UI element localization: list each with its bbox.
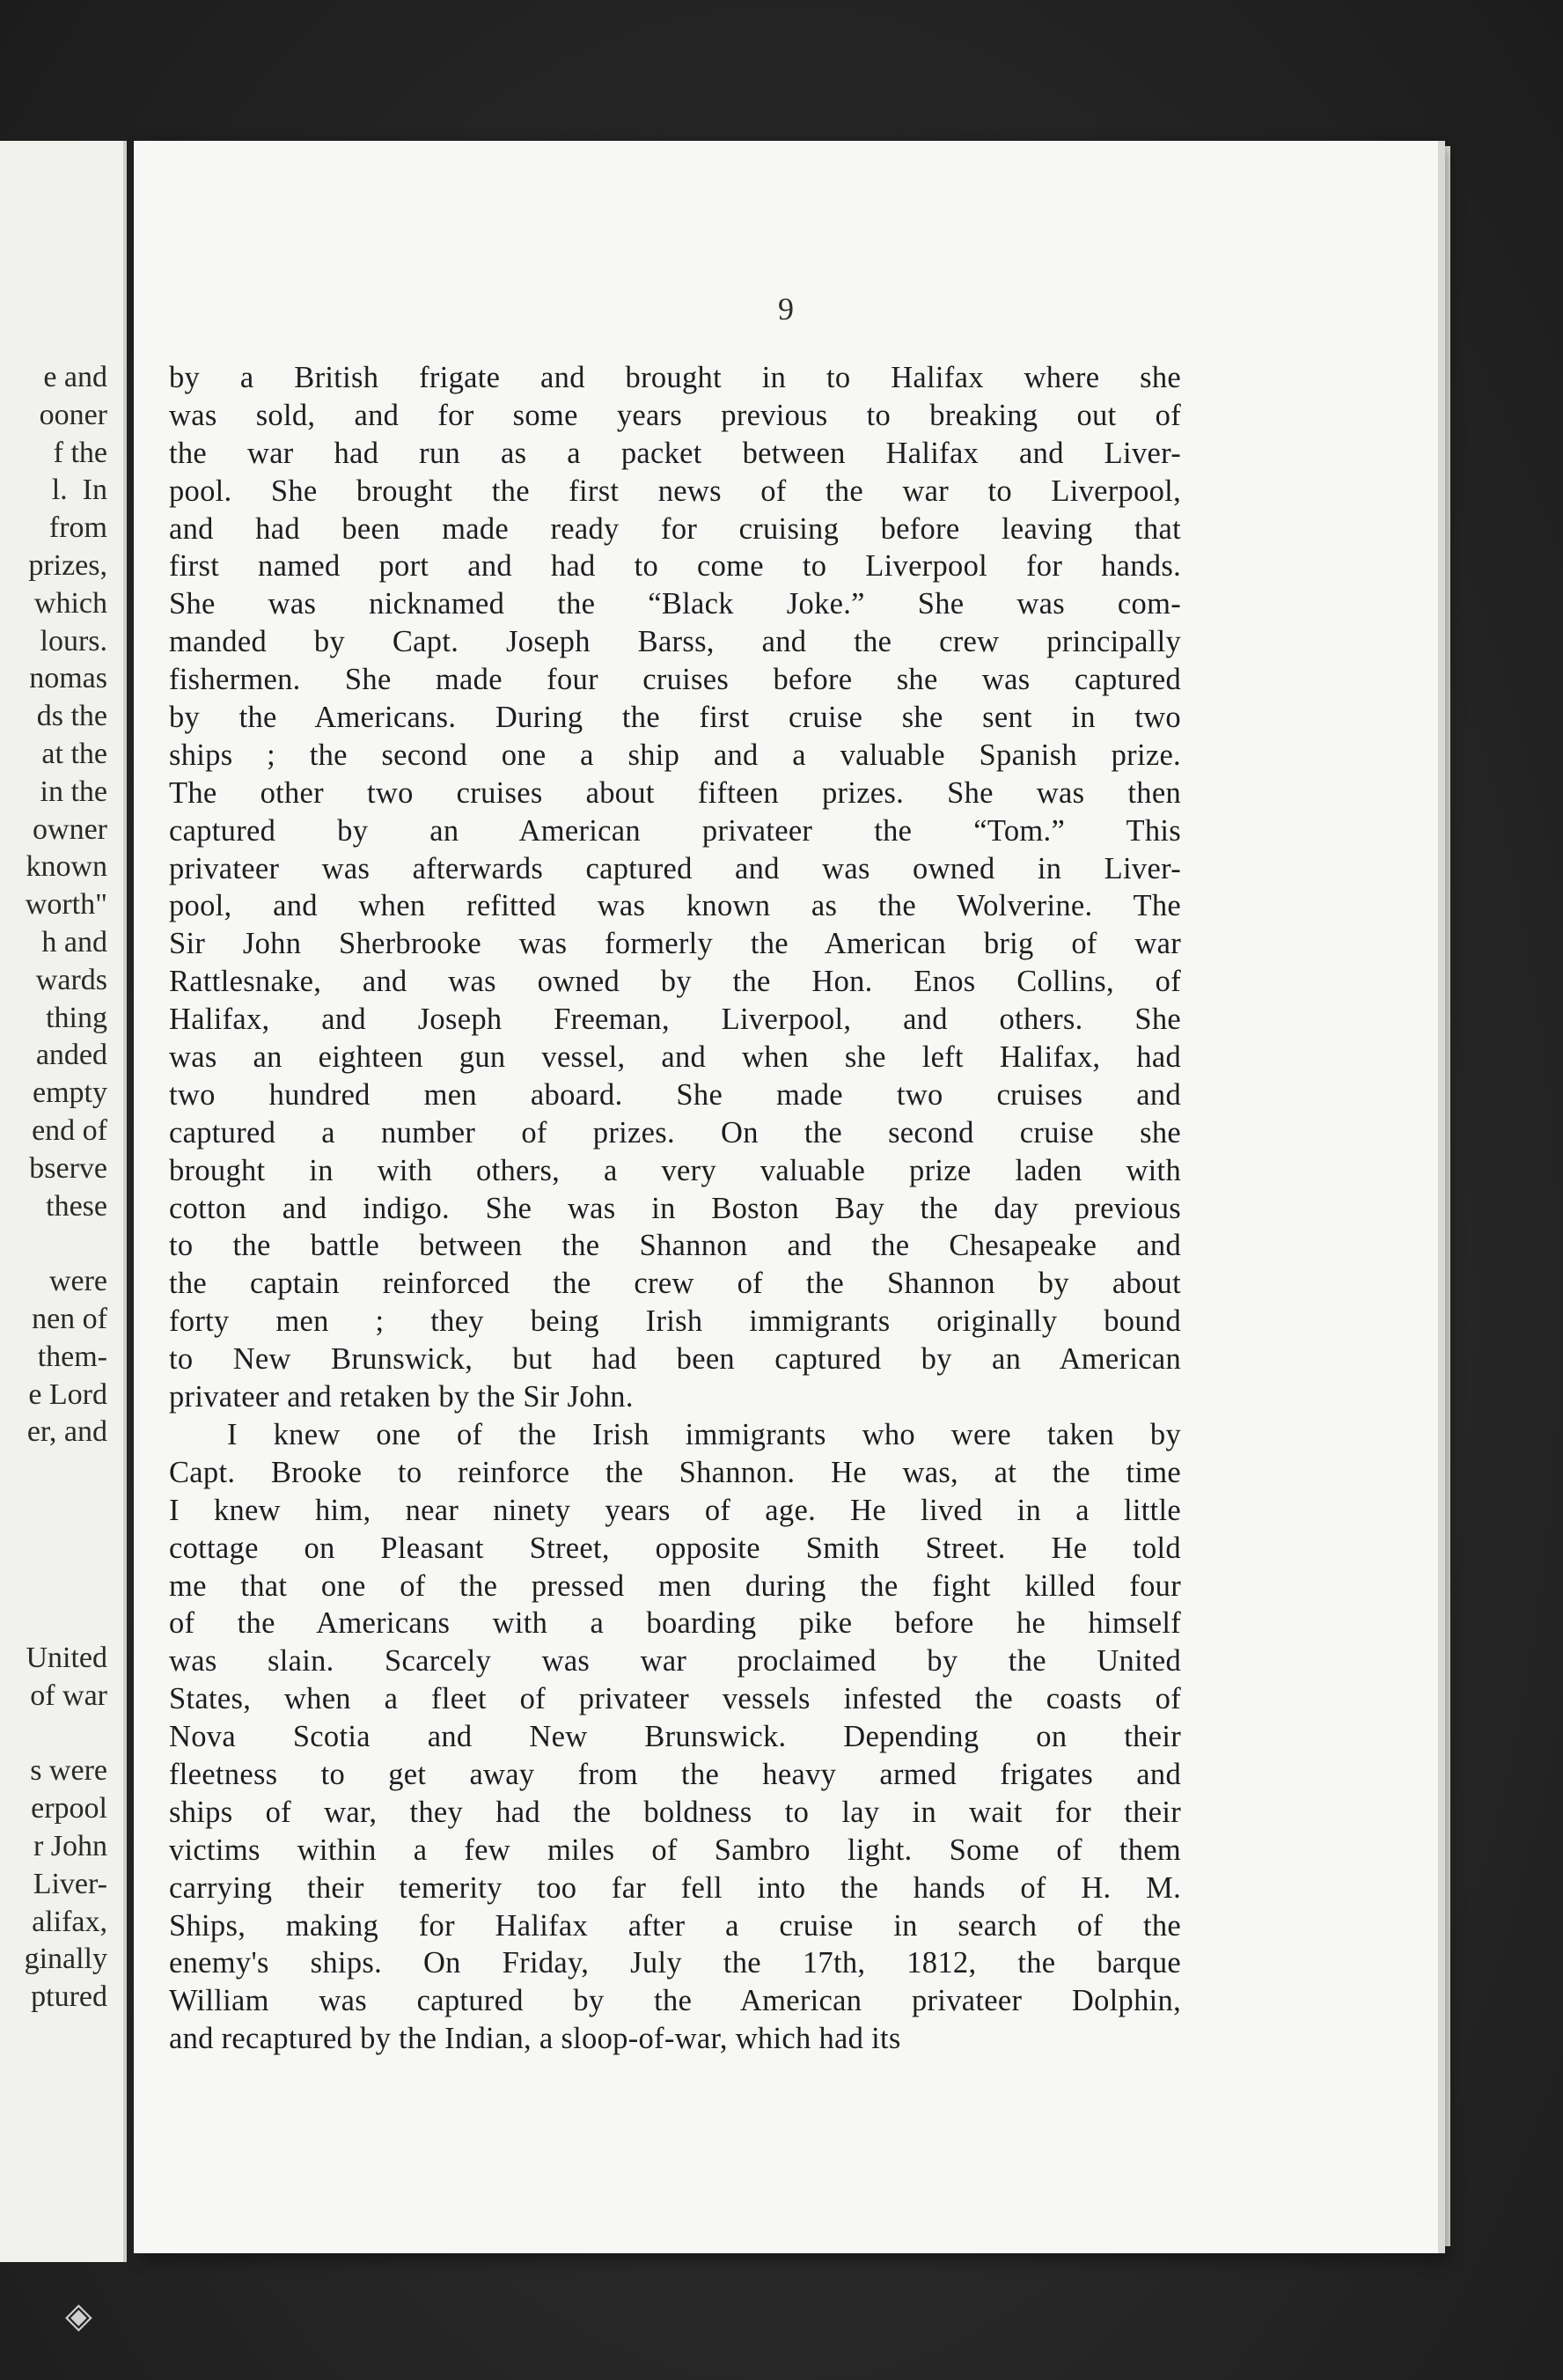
text-line: William was captured by the American privateer Dolphin,: [169, 1984, 1181, 2018]
text-line: Ships, making for Halifax after a cruise in search of the: [169, 1908, 1181, 1943]
page-number: 9: [778, 291, 794, 327]
book-page: [134, 141, 1438, 2253]
left-page-text-fragments: [25, 359, 107, 2016]
text-line: fleetness to get away from the heavy armed frigates and: [169, 1757, 1181, 1791]
text-line: victims within a few miles of Sambro light. Some of them: [169, 1833, 1181, 1867]
text-line: I knew one of the Irish immigrants who were taken by: [227, 1417, 1181, 1451]
text-line: by the Americans. During the first cruise she sent in two: [169, 701, 1181, 735]
page-stack-edge: [1438, 146, 1450, 2246]
text-line: Rattlesnake, and was owned by the Hon. Enos Collins, of: [169, 965, 1181, 999]
corner-mark-icon: ◈: [65, 2296, 92, 2336]
left-page-fragment: which: [33, 586, 107, 620]
left-page-fragment: [25, 1451, 107, 1489]
text-line: Halifax, and Joseph Freeman, Liverpool, and others. She: [169, 1003, 1181, 1037]
text-line: privateer was afterwards captured and was owned in Liver-: [169, 851, 1181, 885]
left-page-fragment: bserve: [29, 1151, 107, 1185]
text-line: was an eighteen gun vessel, and when she left Halifax, had: [169, 1040, 1181, 1075]
text-line: Capt. Brooke to reinforce the Shannon. He was, at the time: [169, 1455, 1181, 1489]
text-line: manded by Capt. Joseph Barss, and the crew principally: [169, 625, 1181, 659]
text-line: pool, and when refitted was known as the Wolverine. The: [169, 889, 1181, 923]
text-line: to New Brunswick, but had been captured by an American: [169, 1342, 1181, 1377]
text-line: fishermen. She made four cruises before she was captured: [169, 663, 1181, 697]
left-page-fragment: empty: [33, 1076, 107, 1110]
text-line: forty men ; they being Irish immigrants originally bound: [169, 1304, 1181, 1339]
left-page-fragment: end of: [32, 1113, 107, 1147]
left-page-fragment: r John: [33, 1830, 107, 1863]
text-line: captured by an American privateer the “Tom.” This: [169, 813, 1181, 848]
left-page-fragment: [25, 1602, 107, 1640]
text-line: enemy's ships. On Friday, July the 17th, 1812, the barque: [169, 1946, 1181, 1980]
left-page-fragment: nomas: [29, 662, 107, 695]
left-page-fragment: at the: [41, 737, 107, 770]
text-line: cottage on Pleasant Street, opposite Smith Street. He told: [169, 1531, 1181, 1565]
left-page-fragment: l. In: [51, 474, 107, 507]
left-page-fragment: lours.: [40, 624, 107, 657]
text-line: She was nicknamed the “Black Joke.” She was com-: [169, 587, 1181, 621]
left-page-fragment: ptured: [31, 1980, 107, 2014]
paragraph-2: [169, 1416, 1181, 2058]
text-line: ships of war, they had the boldness to lay in wait for their: [169, 1795, 1181, 1829]
text-line: and had been made ready for cruising before leaving that: [169, 511, 1181, 546]
text-line: and recaptured by the Indian, a sloop-of-war, which had its: [169, 2022, 901, 2056]
text-line: the war had run as a packet between Halifax and Liver-: [169, 436, 1181, 470]
text-line: was slain. Scarcely was war proclaimed by the United: [169, 1644, 1181, 1678]
body-text: [169, 359, 1181, 2058]
paragraph-1: [169, 359, 1181, 1416]
left-page-fragment: s were: [30, 1754, 107, 1788]
left-page-fragment: h and: [41, 925, 107, 959]
left-page-fragment: [25, 1527, 107, 1565]
text-line: the captain reinforced the crew of the Shannon by about: [169, 1267, 1181, 1301]
text-line: two hundred men aboard. She made two cruises and: [169, 1077, 1181, 1112]
left-page-fragment: worth": [25, 888, 107, 922]
left-page-fragment: wards: [35, 963, 107, 996]
left-page-edge: [0, 141, 127, 2262]
text-line: Nova Scotia and New Brunswick. Depending on their: [169, 1720, 1181, 1754]
left-page-fragment: f the: [53, 436, 107, 469]
left-page-fragment: ginally: [24, 1943, 107, 1976]
left-page-fragment: er, and: [26, 1415, 107, 1449]
left-page-fragment: [25, 1225, 107, 1263]
text-line: by a British frigate and brought in to Halifax where she: [169, 361, 1181, 394]
left-page-fragment: Liver-: [33, 1867, 107, 1900]
left-page-fragment: anded: [35, 1039, 107, 1072]
text-line: Sir John Sherbrooke was formerly the American brig of war: [169, 927, 1181, 961]
left-page-fragment: United: [26, 1642, 107, 1675]
left-page-fragment: them-: [37, 1340, 107, 1373]
text-line: I knew him, near ninety years of age. He lived in a little: [169, 1493, 1181, 1527]
left-page-fragment: e Lord: [28, 1377, 107, 1411]
left-page-fragment: nen of: [32, 1302, 107, 1335]
left-page-fragment: alifax,: [32, 1905, 107, 1938]
left-page-fragment: thing: [46, 1001, 107, 1034]
left-page-fragment: e and: [43, 361, 107, 393]
left-page-fragment: ds the: [36, 700, 107, 733]
left-page-fragment: of war: [30, 1678, 107, 1712]
text-line: ships ; the second one a ship and a valuable Spanish prize.: [169, 738, 1181, 772]
left-page-fragment: from: [48, 511, 107, 545]
text-line: to the battle between the Shannon and the Chesapeake and: [169, 1229, 1181, 1263]
left-page-fragment: erpool: [31, 1792, 107, 1825]
text-line: brought in with others, a very valuable prize laden with: [169, 1153, 1181, 1187]
text-line: of the Americans with a boarding pike before he himself: [169, 1606, 1181, 1641]
left-page-fragment: these: [46, 1189, 107, 1223]
left-page-fragment: known: [26, 850, 107, 884]
left-page-fragment: were: [48, 1265, 107, 1298]
text-line: cotton and indigo. She was in Boston Bay the day previous: [169, 1191, 1181, 1225]
text-line: first named port and had to come to Liverpool for hands.: [169, 549, 1181, 584]
left-page-fragment: owner: [33, 812, 107, 846]
text-line: was sold, and for some years previous to breaking out of: [169, 398, 1181, 432]
text-line: The other two cruises about fifteen prizes. She was then: [169, 775, 1181, 810]
left-page-fragment: [25, 1565, 107, 1603]
left-page-fragment: [25, 1489, 107, 1527]
text-line: carrying their temerity too far fell into the hands of H. M.: [169, 1870, 1181, 1905]
left-page-fragment: [25, 1715, 107, 1753]
text-line: me that one of the pressed men during the fight killed four: [169, 1568, 1181, 1603]
text-line: privateer and retaken by the Sir John.: [169, 1380, 634, 1414]
left-page-fragment: prizes,: [28, 548, 107, 582]
text-line: States, when a fleet of privateer vessels infested the coasts of: [169, 1682, 1181, 1716]
text-line: captured a number of prizes. On the second cruise she: [169, 1115, 1181, 1150]
left-page-fragment: in the: [40, 775, 107, 808]
text-line: pool. She brought the first news of the war to Liverpool,: [169, 474, 1181, 508]
left-page-fragment: ooner: [39, 398, 107, 431]
